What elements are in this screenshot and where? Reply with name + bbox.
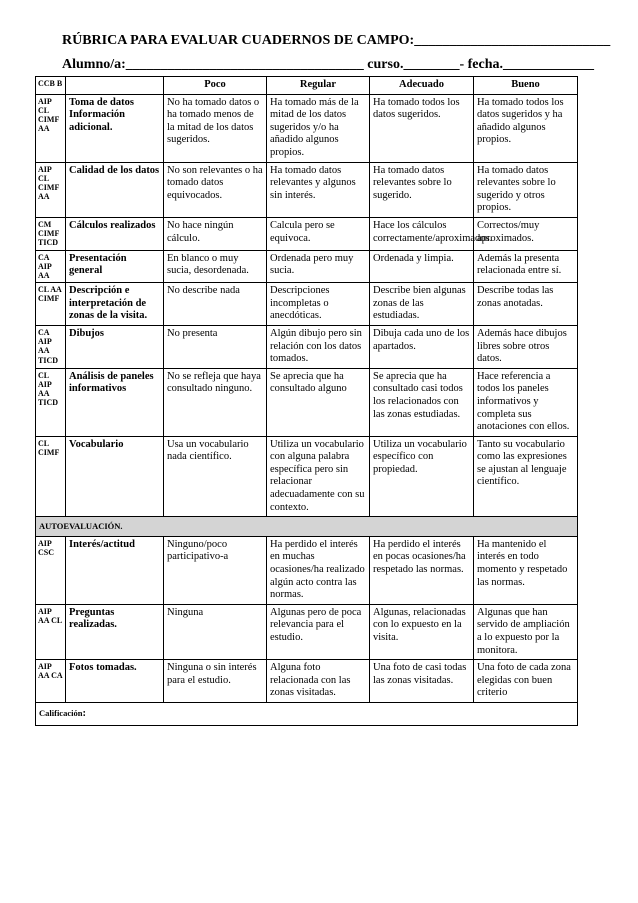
- poco-cell: Ninguna o sin interés para el estudio.: [164, 660, 267, 703]
- footer-row: [36, 702, 578, 725]
- table-row: [36, 94, 578, 162]
- adecuado-cell: Algunas, relacionadas con lo expuesto en la visita.: [370, 604, 474, 659]
- poco-cell: No ha tomado datos o ha tomado menos de la mitad de los datos sugeridos.: [164, 94, 267, 162]
- regular-cell: Descripciones incompletas o anecdóticas.: [267, 283, 370, 326]
- regular-cell: Ha tomado más de la mitad de los datos sugeridos y/o ha añadido algunos propios.: [267, 94, 370, 162]
- competence-code: CL AA CIMF: [36, 283, 66, 326]
- competence-code: AIP AA CL: [36, 604, 66, 659]
- bueno-cell: Ha tomado todos los datos sugeridos y ha añadido algunos propios.: [474, 94, 578, 162]
- criterion-cell: Análisis de paneles informativos: [66, 368, 164, 436]
- competence-code: CL AIP AA TICD: [36, 368, 66, 436]
- table-row: [36, 283, 578, 326]
- rubric-table: [35, 76, 578, 726]
- bueno-cell: Ha mantenido el interés en todo momento y respetado las normas.: [474, 536, 578, 604]
- adecuado-cell: Hace los cálculos correctamente/aproximados.: [370, 217, 474, 250]
- page-title: RÚBRICA PARA EVALUAR CUADERNOS DE CAMPO:____________________________: [62, 33, 611, 48]
- competence-code: AIP AA CA: [36, 660, 66, 703]
- bueno-cell: Una foto de cada zona elegidas con buen criterio: [474, 660, 578, 703]
- regular-cell: Algunas pero de poca relevancia para el estudio.: [267, 604, 370, 659]
- rubric-body: [36, 94, 578, 517]
- grade-cell: [36, 702, 578, 725]
- adecuado-cell: Dibuja cada uno de los apartados.: [370, 325, 474, 368]
- bueno-cell: Además la presenta relacionada entre sí.: [474, 250, 578, 283]
- section-row: [36, 517, 578, 537]
- criterion-cell: Preguntas realizadas.: [66, 604, 164, 659]
- section-label: AUTOEVALUACIÓN.: [36, 517, 578, 537]
- regular-cell: Algún dibujo pero sin relación con los datos tomados.: [267, 325, 370, 368]
- adecuado-cell: Ha perdido el interés en pocas ocasiones/ha respetado las normas.: [370, 536, 474, 604]
- adecuado-cell: Una foto de casi todas las zonas visitadas.: [370, 660, 474, 703]
- table-row: [36, 436, 578, 517]
- regular-cell: Calcula pero se equivoca.: [267, 217, 370, 250]
- competence-code: CA AIP AA TICD: [36, 325, 66, 368]
- bueno-cell: Correctos/muy aproximados.: [474, 217, 578, 250]
- poco-cell: No describe nada: [164, 283, 267, 326]
- regular-cell: Ha tomado datos relevantes y algunos sin interés.: [267, 162, 370, 217]
- poco-cell: Ninguno/poco participativo-a: [164, 536, 267, 604]
- table-row: [36, 217, 578, 250]
- table-row: [36, 325, 578, 368]
- header-row: [36, 77, 578, 95]
- poco-cell: No presenta: [164, 325, 267, 368]
- bueno-cell: Tanto su vocabulario como las expresiones se ajustan al lenguaje científico.: [474, 436, 578, 517]
- header-criterion: [66, 77, 164, 95]
- adecuado-cell: Ordenada y limpia.: [370, 250, 474, 283]
- criterion-cell: Toma de datos Información adicional.: [66, 94, 164, 162]
- poco-cell: Ninguna: [164, 604, 267, 659]
- regular-cell: Utiliza un vocabulario con alguna palabra específica pero sin relacionar adecuadamente con su contexto.: [267, 436, 370, 517]
- criterion-cell: Cálculos realizados: [66, 217, 164, 250]
- header-bueno: Bueno: [474, 77, 578, 95]
- grade-label: Calificación: [39, 707, 83, 718]
- poco-cell: No son relevantes o ha tomado datos equivocados.: [164, 162, 267, 217]
- competence-code: CL CIMF: [36, 436, 66, 517]
- table-row: [36, 162, 578, 217]
- competence-code: AIP CSC: [36, 536, 66, 604]
- criterion-cell: Interés/actitud: [66, 536, 164, 604]
- competence-code: CA AIP AA: [36, 250, 66, 283]
- table-row: [36, 604, 578, 659]
- adecuado-cell: Se aprecia que ha consultado casi todos los relacionados con las zonas estudiadas.: [370, 368, 474, 436]
- table-row: [36, 536, 578, 604]
- bueno-cell: Hace referencia a todos los paneles informativos y completa sus anotaciones con ellos.: [474, 368, 578, 436]
- regular-cell: Ordenada pero muy sucia.: [267, 250, 370, 283]
- bueno-cell: Ha tomado datos relevantes sobre lo sugerido y otros propios.: [474, 162, 578, 217]
- adecuado-cell: Describe bien algunas zonas de las estudiadas.: [370, 283, 474, 326]
- table-row: [36, 660, 578, 703]
- competence-code: AIP CL CIMF AA: [36, 94, 66, 162]
- criterion-cell: Fotos tomadas.: [66, 660, 164, 703]
- bueno-cell: Describe todas las zonas anotadas.: [474, 283, 578, 326]
- criterion-cell: Calidad de los datos: [66, 162, 164, 217]
- table-row: [36, 368, 578, 436]
- poco-cell: Usa un vocabulario nada científico.: [164, 436, 267, 517]
- criterion-cell: Descripción e interpretación de zonas de la visita.: [66, 283, 164, 326]
- header-adecuado: Adecuado: [370, 77, 474, 95]
- competence-code: CM CIMF TICD: [36, 217, 66, 250]
- poco-cell: No hace ningún cálculo.: [164, 217, 267, 250]
- header-code: CCB B: [36, 77, 66, 95]
- student-info-line: Alumno/a:__________________________________ curso.________- fecha._____________: [62, 57, 594, 72]
- adecuado-cell: Ha tomado datos relevantes sobre lo sugerido.: [370, 162, 474, 217]
- bueno-cell: Además hace dibujos libres sobre otros datos.: [474, 325, 578, 368]
- criterion-cell: Vocabulario: [66, 436, 164, 517]
- regular-cell: Ha perdido el interés en muchas ocasiones/ha realizado algún acto contra las normas.: [267, 536, 370, 604]
- competence-code: AIP CL CIMF AA: [36, 162, 66, 217]
- bueno-cell: Algunas que han servido de ampliación a lo expuesto por la monitora.: [474, 604, 578, 659]
- criterion-cell: Presentación general: [66, 250, 164, 283]
- criterion-cell: Dibujos: [66, 325, 164, 368]
- header-regular: Regular: [267, 77, 370, 95]
- table-row: [36, 250, 578, 283]
- header-poco: Poco: [164, 77, 267, 95]
- grade-colon: :: [82, 707, 86, 719]
- adecuado-cell: Ha tomado todos los datos sugeridos.: [370, 94, 474, 162]
- regular-cell: Se aprecia que ha consultado alguno: [267, 368, 370, 436]
- autoevaluation-body: [36, 536, 578, 702]
- regular-cell: Alguna foto relacionada con las zonas visitadas.: [267, 660, 370, 703]
- poco-cell: En blanco o muy sucia, desordenada.: [164, 250, 267, 283]
- poco-cell: No se refleja que haya consultado ninguno.: [164, 368, 267, 436]
- adecuado-cell: Utiliza un vocabulario específico con propiedad.: [370, 436, 474, 517]
